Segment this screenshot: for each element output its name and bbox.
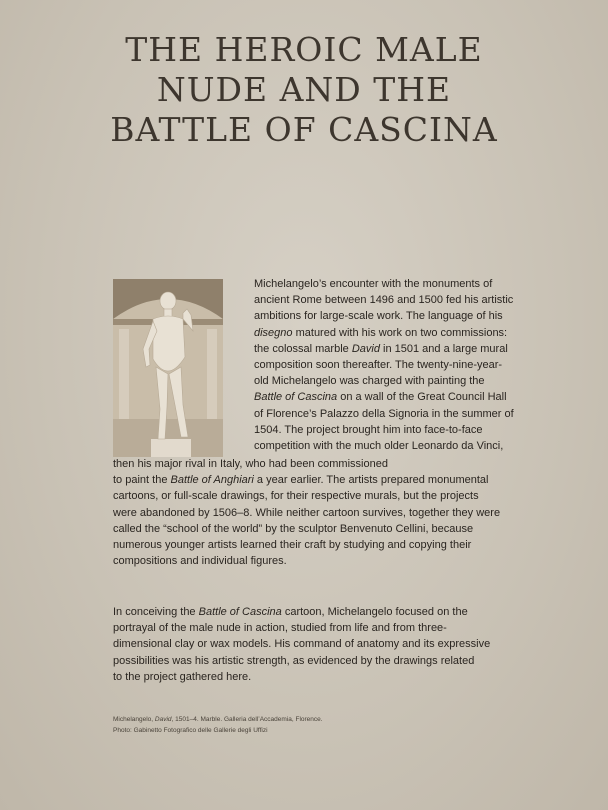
paragraph-1-lower [113,456,553,569]
david-statue-photo [113,279,223,457]
text-line: Battle of Cascina on a wall of the Great Council Hall [254,391,507,404]
caption-line-1: Michelangelo, David, 1501–4. Marble. Galleria dell’Accademia, Florence. [113,716,323,723]
text-line: cartoons, or full-scale drawings, for their respective murals, but the projects [113,490,479,503]
text-line: ancient Rome between 1496 and 1500 fed his artistic [254,294,514,307]
text-line: dimensional clay or wax models. His command of anatomy and its expressive [113,638,491,651]
text-line: were abandoned by 1506–8. While neither cartoon survives, together they were [113,506,501,519]
text-line: competition with the much older Leonardo da Vinci, [254,440,504,453]
text-line: then his major rival in Italy, who had been commissioned [113,458,388,470]
title-line-1: THE HEROIC MALE [125,30,483,69]
text-line: to paint the Battle of Anghiari a year earlier. The artists prepared monumental [113,474,489,487]
text-line: disegno matured with his work on two commissions: [254,326,508,339]
text-line: called the “school of the world” by the sculptor Benvenuto Cellini, because [113,522,474,535]
text-line: Michelangelo’s encounter with the monuments of [254,278,493,290]
text-line: composition soon thereafter. The twenty-nine-year- [254,359,503,372]
text-line: numerous younger artists learned their craft by studying and copying their [113,539,472,552]
text-line: old Michelangelo was charged with painting the [254,375,485,388]
photo-caption [113,714,533,736]
text-line: to the project gathered here. [113,670,252,683]
david-statue-image [113,279,223,457]
paragraph-1-upper [254,276,554,454]
text-line: In conceiving the Battle of Cascina cartoon, Michelangelo focused on the [113,606,468,618]
text-line: of Florence’s Palazzo della Signoria in the summer of [254,407,514,420]
panel-title [0,30,608,150]
caption-line-2: Photo: Gabinetto Fotografico delle Gallerie degli Uffizi [113,727,268,734]
text-line: the colossal marble David in 1501 and a large mural [254,342,508,355]
text-line: ambitions for large-scale work. The language of his [254,310,503,323]
text-line: possibilities was his artistic strength, as evidenced by the drawings related [113,654,475,667]
title-line-3: BATTLE OF CASCINA [110,110,498,149]
text-line: compositions and individual figures. [113,555,287,568]
text-line: 1504. The project brought him into face-to-face [254,423,483,436]
paragraph-2 [113,604,553,685]
text-line: portrayal of the male nude in action, studied from life and from three- [113,622,447,635]
title-line-2: NUDE AND THE [156,70,452,109]
